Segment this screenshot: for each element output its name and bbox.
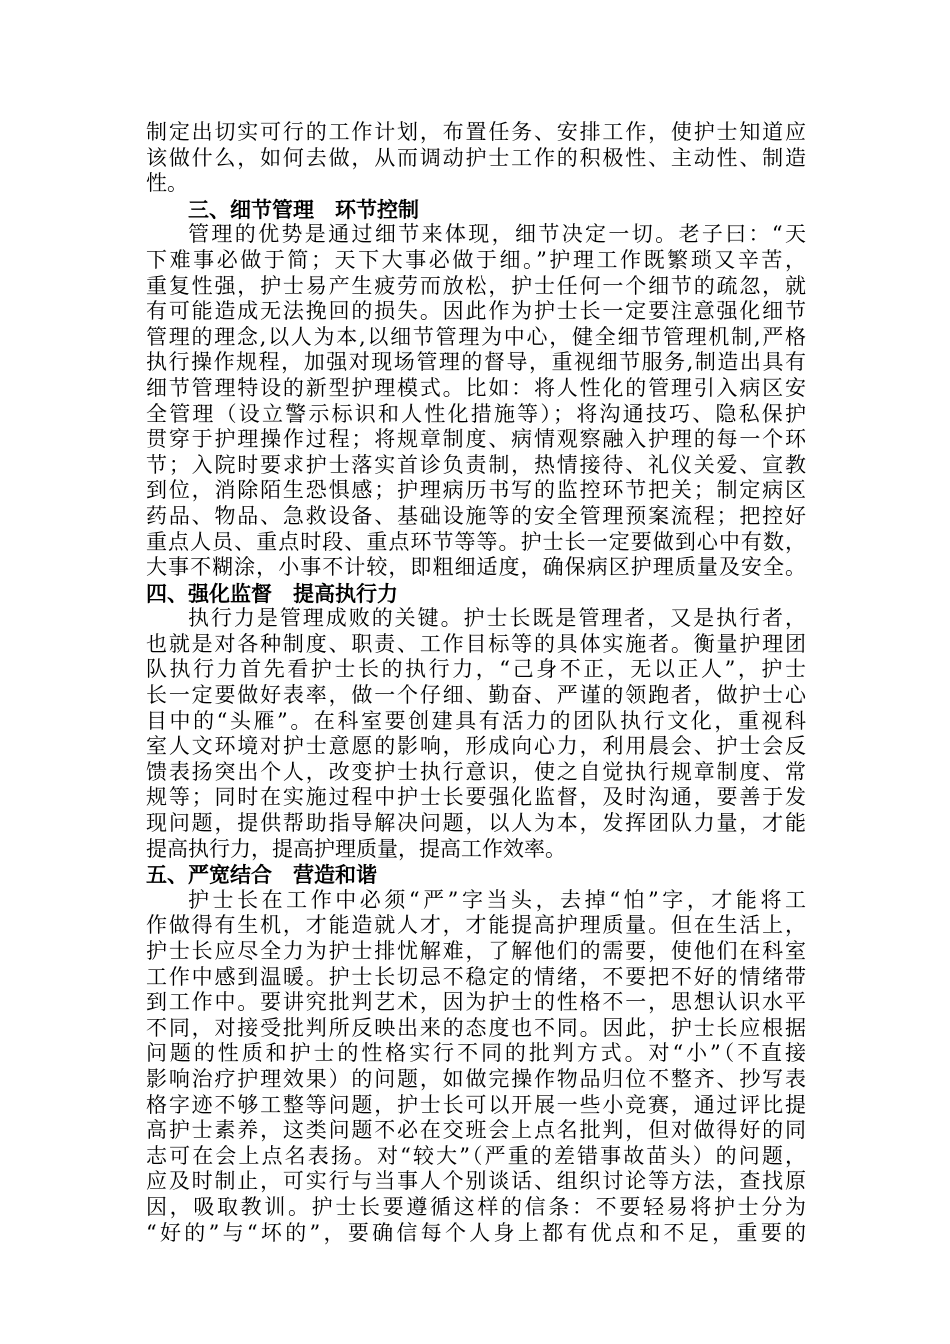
section-heading-4: 四、强化监督 提高执行力 bbox=[146, 580, 398, 606]
text-line: 到工作中。要讲究批判艺术，因为护士的性格不一，思想认识水平 bbox=[146, 990, 806, 1015]
paragraph-continuation bbox=[146, 120, 806, 197]
text-line: 工作中感到温暖。护士长切忌不稳定的情绪，不要把不好的情绪带 bbox=[146, 964, 806, 989]
text-line: 护士长在工作中必须“严”字当头，去掉“怕”字，才能将工 bbox=[188, 887, 806, 912]
text-line: 贯穿于护理操作过程；将规章制度、病情观察融入护理的每一个环 bbox=[146, 427, 806, 452]
text-line: 应及时制止，可实行与当事人个别谈话、组织讨论等方法，查找原 bbox=[146, 1169, 806, 1194]
text-line: 提高执行力，提高护理质量，提高工作效率。 bbox=[146, 836, 566, 861]
text-line: 全管理（设立警示标识和人性化措施等）；将沟通技巧、隐私保护 bbox=[146, 401, 806, 426]
paragraph-section-3 bbox=[146, 222, 806, 580]
document-page bbox=[146, 120, 806, 1246]
text-line: 现问题，提供帮助指导解决问题，以人为本，发挥团队力量，才能 bbox=[146, 811, 806, 836]
text-line: 大事不糊涂，小事不计较，即粗细适度，确保病区护理质量及安全。 bbox=[146, 555, 806, 580]
paragraph-section-5 bbox=[146, 888, 806, 1246]
text-line: 该做什么，如何去做，从而调动护士工作的积极性、主动性、制造 bbox=[146, 145, 806, 170]
text-line: 制定出切实可行的工作计划，布置任务、安排工作，使护士知道应 bbox=[146, 120, 806, 144]
text-line: 细节管理特设的新型护理模式。比如：将人性化的管理引入病区安 bbox=[146, 375, 806, 400]
text-line: 队执行力首先看护士长的执行力，“己身不正，无以正人”，护士 bbox=[146, 657, 806, 682]
text-line: 护士长应尽全力为护士排忧解难，了解他们的需要，使他们在科室 bbox=[146, 939, 806, 963]
text-line: 目中的“头雁”。在科室要创建具有活力的团队执行文化，重视科 bbox=[146, 708, 806, 733]
text-line: 执行力是管理成败的关键。护士长既是管理者，又是执行者， bbox=[188, 606, 806, 631]
section-heading-5: 五、严宽结合 营造和谐 bbox=[146, 862, 377, 888]
text-line: 室人文环境对护士意愿的影响，形成向心力，利用晨会、护士会反 bbox=[146, 734, 806, 759]
text-line: 也就是对各种制度、职责、工作目标等的具体实施者。衡量护理团 bbox=[146, 631, 806, 656]
text-line: 执行操作规程，加强对现场管理的督导，重视细节服务,制造出具有 bbox=[146, 350, 806, 375]
text-line: 下难事必做于简；天下大事必做于细。”护理工作既繁琐又辛苦， bbox=[146, 247, 806, 272]
text-line: 重复性强，护士易产生疲劳而放松，护士任何一个细节的疏忽，就 bbox=[146, 273, 806, 298]
text-line: 长一定要做好表率，做一个仔细、勤奋、严谨的领跑者，做护士心 bbox=[146, 683, 806, 708]
text-line: 高护士素养，这类问题不必在交班会上点名批判，但对做得好的同 bbox=[146, 1118, 806, 1143]
text-line: 影响治疗护理效果）的问题，如做完操作物品归位不整齐、抄写表 bbox=[146, 1066, 806, 1091]
text-line: 到位，消除陌生恐惧感；护理病历书写的监控环节把关；制定病区 bbox=[146, 478, 806, 503]
text-line: 因，吸取教训。护士长要遵循这样的信条：不要轻易将护士分为 bbox=[146, 1194, 806, 1219]
text-line: 管理的优势是通过细节来体现，细节决定一切。老子曰：“天 bbox=[188, 222, 806, 247]
text-line: 格字迹不够工整等问题，护士长可以开展一些小竞赛，通过评比提 bbox=[146, 1092, 806, 1117]
text-line: 重点人员、重点时段、重点环节等等。护士长一定要做到心中有数， bbox=[146, 529, 806, 554]
section-heading-3: 三、细节管理 环节控制 bbox=[188, 196, 419, 222]
text-line: 规等；同时在实施过程中护士长要强化监督，及时沟通，要善于发 bbox=[146, 785, 806, 810]
text-line: 性。 bbox=[146, 171, 188, 196]
text-line: “好的”与“坏的”，要确信每个人身上都有优点和不足，重要的 bbox=[146, 1220, 806, 1245]
text-line: 作做得有生机，才能造就人才，才能提高护理质量。但在生活上， bbox=[146, 913, 806, 938]
text-line: 药品、物品、急救设备、基础设施等的安全管理预案流程；把控好 bbox=[146, 503, 806, 528]
text-line: 有可能造成无法挽回的损失。因此作为护士长一定要注意强化细节 bbox=[146, 299, 806, 324]
paragraph-section-4 bbox=[146, 606, 806, 862]
text-line: 节；入院时要求护士落实首诊负责制，热情接待、礼仪关爱、宣教 bbox=[146, 452, 806, 477]
text-line: 管理的理念,以人为本,以细节管理为中心，健全细节管理机制,严格 bbox=[146, 324, 806, 349]
text-line: 问题的性质和护士的性格实行不同的批判方式。对“小”（不直接 bbox=[146, 1041, 806, 1066]
text-line: 馈表扬突出个人，改变护士执行意识，使之自觉执行规章制度、常 bbox=[146, 759, 806, 784]
text-line: 志可在会上点名表扬。对“较大”（严重的差错事故苗头）的问题， bbox=[146, 1143, 806, 1168]
text-line: 不同，对接受批判所反映出来的态度也不同。因此，护士长应根据 bbox=[146, 1015, 806, 1040]
